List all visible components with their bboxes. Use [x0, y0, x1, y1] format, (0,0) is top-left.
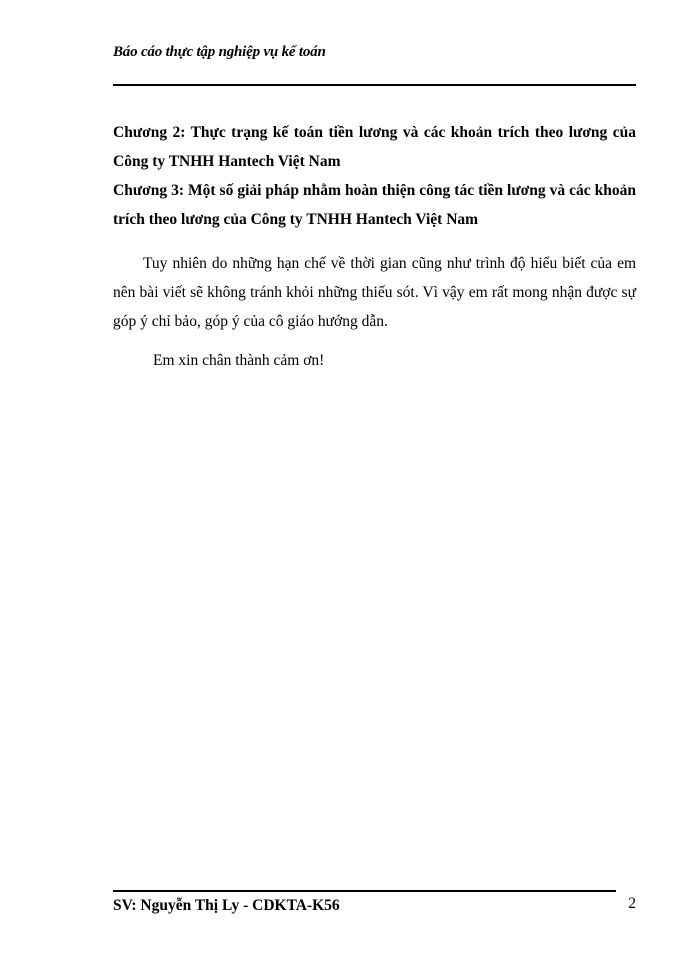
chapter-3-heading: Chương 3: Một số giải pháp nhằm hoàn thiện công tác tiền lương và các khoản trích theo lương của Công ty TNHH Hantech Việt Nam [113, 182, 636, 228]
closing-thanks: Em xin chân thành cảm ơn! [153, 352, 325, 369]
footer-divider [113, 890, 616, 892]
page-number: 2 [628, 895, 636, 912]
running-header-title: Báo cáo thực tập nghiệp vụ kế toán [113, 44, 326, 60]
header-divider [113, 84, 636, 86]
footer-author-line: SV: Nguyễn Thị Ly - CDKTA-K56 [113, 897, 340, 914]
chapter-2-heading: Chương 2: Thực trạng kế toán tiền lương và các khoản trích theo lương của Công ty TNHH Hantech Việt Nam [113, 124, 636, 170]
body-paragraph: Tuy nhiên do những hạn chế về thời gian cũng như trình độ hiểu biết của em nên bài viết sẽ không tránh khỏi những thiếu sót. Vì vậy em rất mong nhận được sự góp ý chỉ bảo, góp ý của cô giáo hướng dẫn. [113, 255, 636, 330]
